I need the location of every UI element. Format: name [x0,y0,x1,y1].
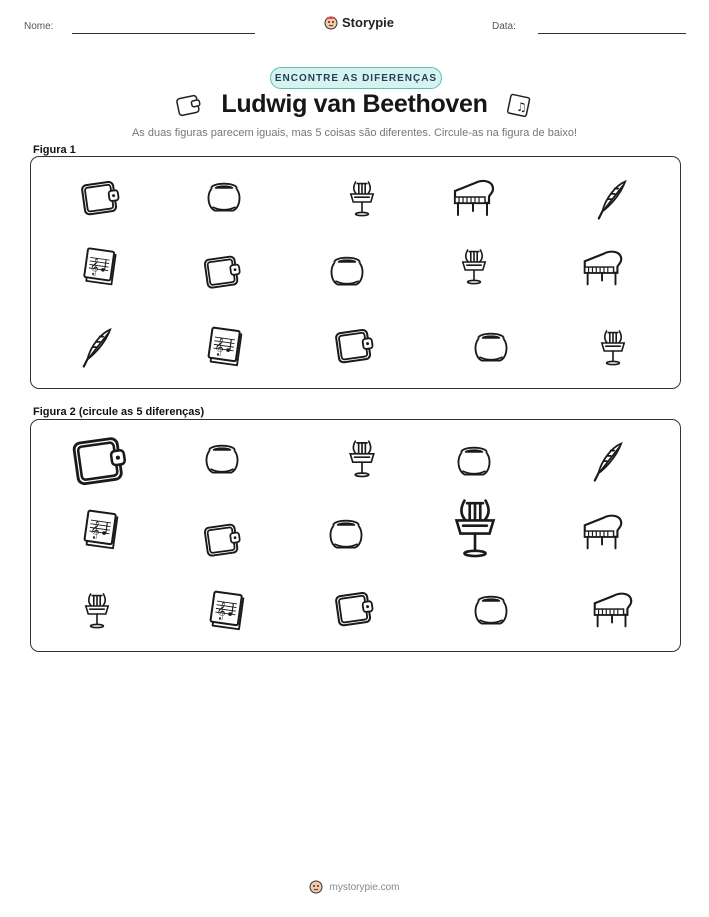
fig2-music-book-icon[interactable] [204,586,250,632]
storypie-mascot-icon [309,880,323,894]
svg-text:𝄞: 𝄞 [213,336,226,357]
fig1-pot-icon [470,327,512,369]
svg-text:𝄞: 𝄞 [215,600,228,621]
fig1-lyre-stand-icon [593,327,633,367]
fig2-music-book-icon[interactable] [78,505,124,551]
fig1-wallet-icon [331,323,377,369]
fig1-music-book-icon [202,322,248,368]
brand-name: Storypie [342,15,395,30]
fig2-quill-icon[interactable] [586,440,630,484]
svg-text:♫: ♫ [516,100,527,114]
fig2-pot-icon[interactable] [470,590,512,632]
svg-text:𝄞: 𝄞 [88,256,101,276]
fig2-grand-piano-icon[interactable] [579,508,627,556]
date-line[interactable] [538,33,686,34]
fig1-quill-icon [75,326,119,370]
figure1-label: Figura 1 [33,144,76,156]
brand-logo [324,15,394,30]
fig1-wallet-icon [200,250,244,294]
fig1-grand-piano-icon [579,244,627,292]
fig2-lyre-stand-icon[interactable] [341,437,383,479]
fig2-pot-icon[interactable] [201,439,243,481]
fig2-wallet-icon[interactable] [200,518,244,562]
fig1-grand-piano-icon [449,173,499,223]
fig1-pot-icon [326,251,368,293]
fig1-lyre-stand-icon [454,246,494,286]
fig2-pot-icon[interactable] [325,514,367,556]
svg-text:𝄞: 𝄞 [89,519,102,540]
name-label: Nome: [24,21,54,32]
fig2-wallet-icon[interactable] [67,429,131,493]
activity-badge: ENCONTRE AS DIFERENÇAS [270,67,442,89]
instructions: As duas figuras parecem iguais, mas 5 coisas são diferentes. Circule-as na figura de baixo! [131,127,578,139]
page-title: Ludwig van Beethoven [221,90,488,118]
footer-url[interactable]: mystorypie.com [329,881,400,893]
fig1-pot-icon [203,177,245,219]
footer [0,880,709,894]
fig1-quill-icon [590,178,634,222]
fig1-music-book-icon [78,243,122,287]
fig1-wallet-icon [77,175,123,221]
storypie-mascot-icon [324,16,338,30]
figure2-label: Figura 2 (circule as 5 diferenças) [33,406,205,418]
fig2-lyre-stand-icon[interactable] [442,494,508,560]
fig2-lyre-stand-icon[interactable] [77,590,117,630]
fig2-wallet-icon[interactable] [331,586,377,632]
fig2-pot-icon[interactable] [453,441,495,483]
fig2-grand-piano-icon[interactable] [589,586,637,634]
name-line[interactable] [72,33,255,34]
music-book-decor-icon [504,93,534,119]
date-label: Data: [492,21,516,32]
fig1-lyre-stand-icon [342,178,382,218]
